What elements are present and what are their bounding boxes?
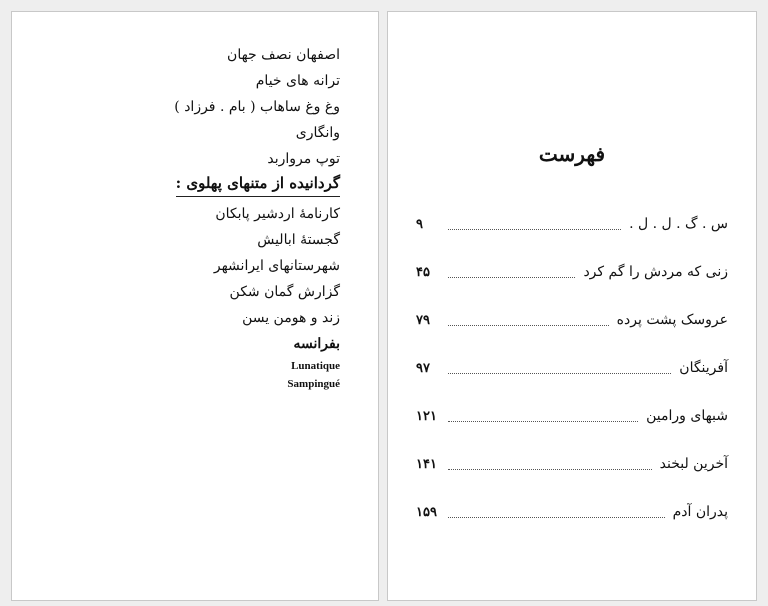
toc-entry-title: آخرین لبخند — [659, 456, 728, 472]
toc-page-number: ۴۵ — [416, 264, 430, 280]
toc-entry-title: پدران آدم — [672, 504, 728, 520]
toc-leader-dots — [448, 459, 652, 470]
toc-entry-title: آفرینگان — [679, 360, 728, 376]
work-item — [40, 94, 340, 120]
work-title: وانگاری — [295, 125, 340, 141]
toc-row[interactable] — [416, 392, 728, 440]
toc-row[interactable] — [416, 488, 728, 536]
work-title: وغ وغ ساهاب ( بام . فرزاد ) — [174, 99, 340, 115]
toc-row[interactable] — [416, 248, 728, 296]
works-section-heading: گردانیده از متنهای پهلوی : — [176, 172, 340, 197]
toc-entry-title: شبهای ورامین — [646, 408, 728, 424]
toc-leader-dots — [448, 219, 621, 230]
work-item — [40, 253, 340, 279]
toc-page-number: ۱۲۱ — [416, 408, 437, 424]
toc-page-number: ۱۴۱ — [416, 456, 437, 472]
toc-page-number: ۹۷ — [416, 360, 430, 376]
toc-page-number: ۱۵۹ — [416, 504, 437, 520]
left-page — [11, 11, 379, 601]
work-item — [40, 227, 340, 253]
work-item — [40, 201, 340, 227]
work-item — [40, 120, 340, 146]
toc-entry-title: س . گ . ل . ل . — [629, 216, 728, 232]
work-item — [40, 172, 340, 201]
toc-list — [416, 200, 728, 536]
work-item — [40, 42, 340, 68]
work-title: گزارش گمان شکن — [229, 284, 340, 300]
works-list — [40, 42, 340, 393]
toc-title: فهرست — [538, 142, 606, 166]
toc-page-number: ۹ — [416, 216, 423, 232]
work-title: شهرستانهای ایرانشهر — [213, 258, 340, 274]
work-title: Sampingué — [287, 378, 340, 390]
work-item — [40, 279, 340, 305]
toc-leader-dots — [448, 267, 575, 278]
toc-row[interactable] — [416, 440, 728, 488]
work-title: توپ مرواربد — [267, 151, 340, 167]
work-title: بفرانسه — [293, 336, 340, 352]
right-page — [387, 11, 757, 601]
work-item — [40, 331, 340, 357]
toc-row[interactable] — [416, 200, 728, 248]
work-title: Lunatique — [291, 360, 340, 372]
work-item — [40, 68, 340, 94]
work-title: گجستهٔ ابالیش — [257, 232, 340, 248]
work-title: ترانه های خیام — [255, 73, 340, 89]
toc-leader-dots — [448, 507, 665, 518]
toc-leader-dots — [448, 411, 638, 422]
work-item — [40, 305, 340, 331]
toc-entry-title: زنی که مردش را گم کرد — [583, 264, 728, 280]
toc-leader-dots — [448, 363, 671, 374]
work-item — [40, 146, 340, 172]
work-title: زند و هومن یسن — [242, 310, 340, 326]
work-item — [40, 375, 340, 393]
work-title: اصفهان نصف جهان — [227, 47, 340, 63]
toc-leader-dots — [448, 315, 609, 326]
toc-page-number: ۷۹ — [416, 312, 430, 328]
toc-entry-title: عروسک پشت پرده — [616, 312, 728, 328]
toc-row[interactable] — [416, 296, 728, 344]
toc-row[interactable] — [416, 344, 728, 392]
work-item — [40, 357, 340, 375]
work-title: کارنامهٔ اردشیر پابکان — [215, 206, 340, 222]
